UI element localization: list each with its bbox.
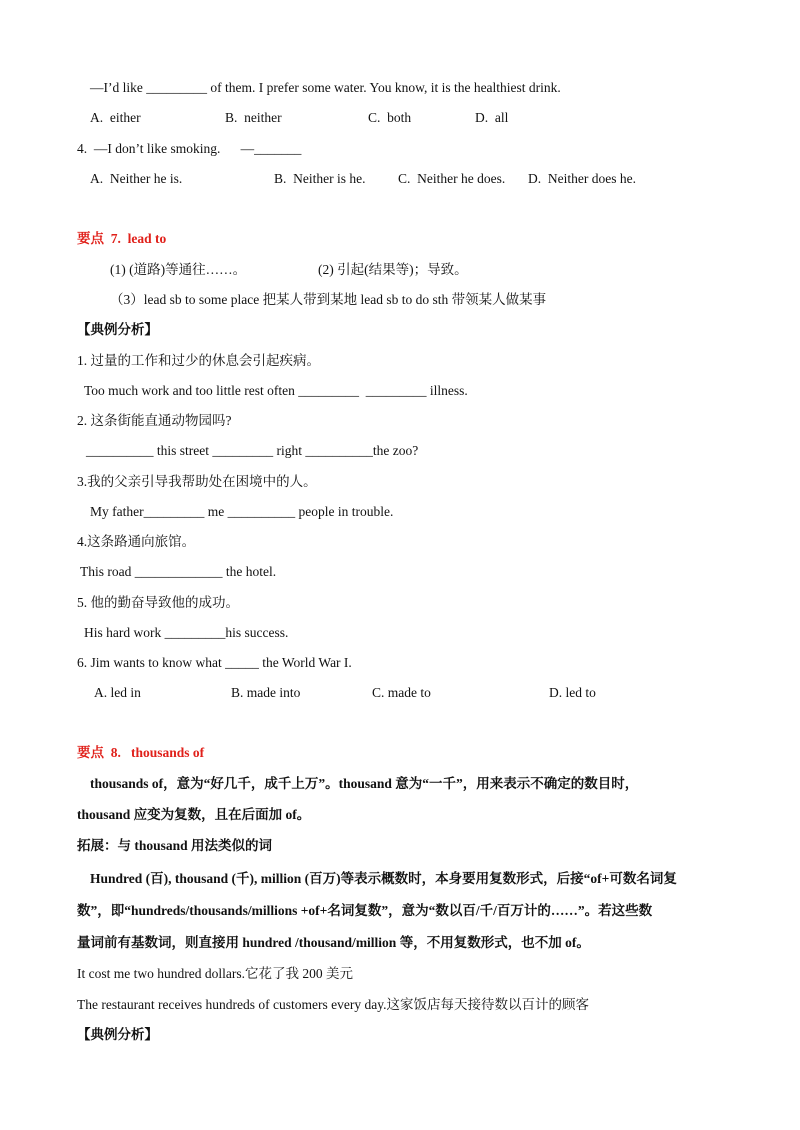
- example-2-en: __________ this street _________ right __________the zoo?: [86, 443, 419, 458]
- example-5-cn: 5. 他的勤奋导致他的成功。: [77, 595, 239, 610]
- example-heading-8: 【典例分析】: [77, 1027, 158, 1042]
- example-5-en: His hard work _________his success.: [84, 625, 289, 640]
- question-4-line: 4. —I don’t like smoking. —_______: [77, 141, 302, 156]
- q3-option-a: A. either: [90, 110, 141, 125]
- q6-option-a: A. led in: [94, 685, 141, 700]
- example-4-cn: 4.这条路通向旅馆。: [77, 534, 196, 549]
- point-7-meaning-3: （3）lead sb to some place 把某人带到某地 lead sb to do sth 带领某人做某事: [110, 292, 547, 307]
- example-2-cn: 2. 这条街能直通动物园吗?: [77, 413, 232, 428]
- example-heading-7: 【典例分析】: [77, 322, 158, 337]
- q3-option-b: B. neither: [225, 110, 282, 125]
- q4-option-c: C. Neither he does.: [398, 171, 506, 186]
- point-7-heading: 要点 7. lead to: [77, 231, 167, 246]
- example-1-en: Too much work and too little rest often _________ _________ illness.: [84, 383, 468, 398]
- q3-option-c: C. both: [368, 110, 412, 125]
- point-8-para-2-line-2: 数”，即“hundreds/thousands/millions +of+名词复数”，意为“数以百/千/百万计的……”。若这些数: [77, 903, 653, 918]
- point-7-meaning-2: (2) 引起(结果等)；导致。: [318, 262, 468, 277]
- question-3-line: —I’d like _________ of them. I prefer some water. You know, it is the healthiest drink.: [90, 80, 561, 95]
- q6-option-c: C. made to: [372, 685, 431, 700]
- example-4-en: This road _____________ the hotel.: [80, 564, 277, 579]
- point-7-meaning-1: (1) (道路)等通往……。: [110, 262, 247, 277]
- point-8-para-1-line-2: thousand 应变为复数，且在后面加 of。: [77, 807, 311, 822]
- point-8-para-2-line-3: 量词前有基数词，则直接用 hundred /thousand/million 等，不用复数形式，也不加 of。: [77, 935, 590, 950]
- point-8-para-1-line-1: thousands of，意为“好几千，成千上万”。thousand 意为“一千”，用来表示不确定的数目时，: [90, 776, 639, 791]
- point-8-example-1: It cost me two hundred dollars.它花了我 200 美元: [77, 966, 353, 981]
- point-8-heading: 要点 8. thousands of: [77, 745, 205, 760]
- point-8-para-2-line-1: Hundred (百), thousand (千), million (百万)等表示概数时，本身要用复数形式，后接“of+可数名词复: [90, 871, 677, 886]
- q4-option-d: D. Neither does he.: [528, 171, 636, 186]
- point-8-extend: 拓展：与 thousand 用法类似的词: [77, 838, 273, 853]
- example-3-en: My father_________ me __________ people in trouble.: [90, 504, 394, 519]
- q6-option-b: B. made into: [231, 685, 301, 700]
- example-1-cn: 1. 过量的工作和过少的休息会引起疾病。: [77, 353, 320, 368]
- q4-option-a: A. Neither he is.: [90, 171, 183, 186]
- point-8-example-2: The restaurant receives hundreds of customers every day.这家饭店每天接待数以百计的顾客: [77, 997, 589, 1012]
- q6-option-d: D. led to: [549, 685, 596, 700]
- q3-option-d: D. all: [475, 110, 509, 125]
- q4-option-b: B. Neither is he.: [274, 171, 366, 186]
- question-6-line: 6. Jim wants to know what _____ the World War I.: [77, 655, 352, 670]
- example-3-cn: 3.我的父亲引导我帮助处在困境中的人。: [77, 474, 317, 489]
